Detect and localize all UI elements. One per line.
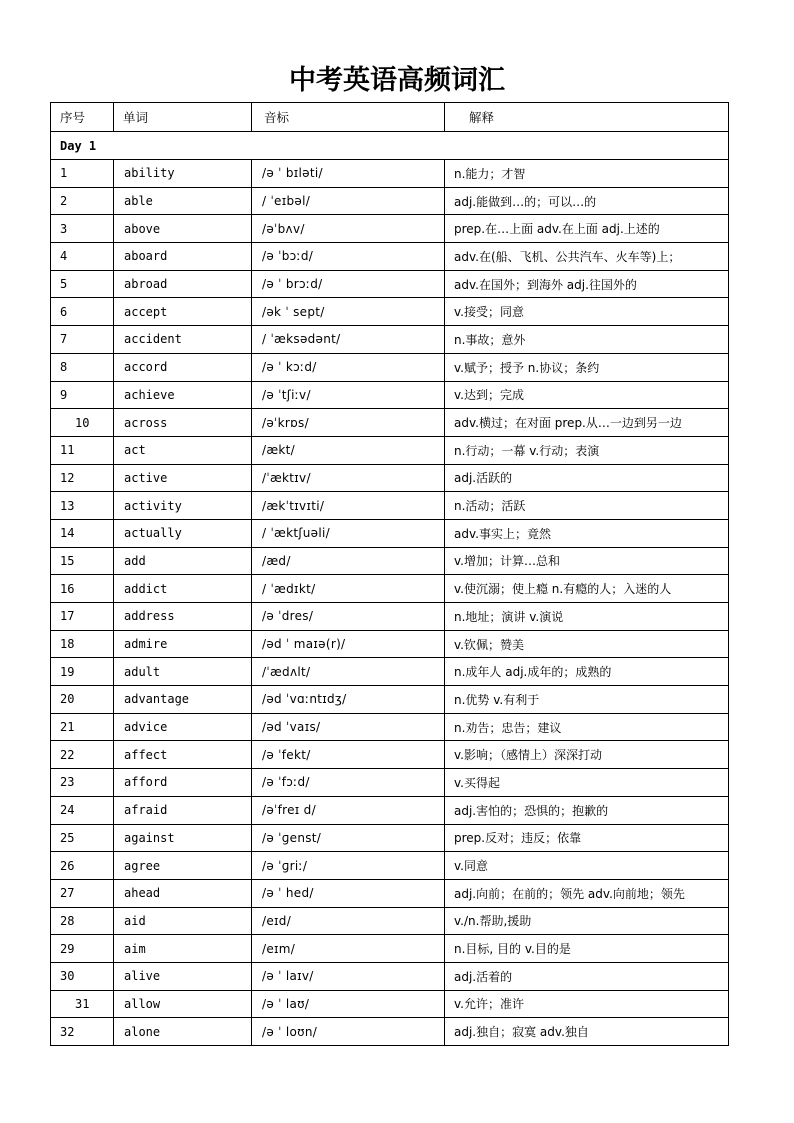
table-row (51, 409, 729, 437)
row-word: alone (114, 1018, 252, 1046)
row-word: accident (114, 326, 252, 354)
row-word: add (114, 547, 252, 575)
row-phonetic: /ək ˈ sept/ (252, 298, 445, 326)
header-definition: 解释 (445, 103, 729, 132)
row-definition: v.增加；计算…总和 (445, 547, 729, 575)
table-row (51, 686, 729, 714)
table-row (51, 630, 729, 658)
row-num: 19 (51, 658, 114, 686)
row-num: 17 (51, 603, 114, 631)
row-num: 28 (51, 907, 114, 935)
row-num: 22 (51, 741, 114, 769)
row-phonetic: /ə ˈ loʊn/ (252, 1018, 445, 1046)
row-phonetic: /əd ˈvaɪs/ (252, 713, 445, 741)
row-definition: n.行动；一幕 v.行动；表演 (445, 436, 729, 464)
row-phonetic: /eɪd/ (252, 907, 445, 935)
row-num: 30 (51, 962, 114, 990)
row-word: actually (114, 519, 252, 547)
row-definition: prep.在…上面 adv.在上面 adj.上述的 (445, 215, 729, 243)
row-word: across (114, 409, 252, 437)
row-num: 6 (51, 298, 114, 326)
row-definition: adv.在国外；到海外 adj.往国外的 (445, 270, 729, 298)
table-row (51, 270, 729, 298)
row-definition: n.成年人 adj.成年的；成熟的 (445, 658, 729, 686)
table-row (51, 160, 729, 188)
row-num: 23 (51, 769, 114, 797)
row-word: active (114, 464, 252, 492)
header-phonetic: 音标 (252, 103, 445, 132)
row-word: ability (114, 160, 252, 188)
row-phonetic: /ækt/ (252, 436, 445, 464)
row-word: abroad (114, 270, 252, 298)
row-num: 1 (51, 160, 114, 188)
row-num: 3 (51, 215, 114, 243)
row-phonetic: /ə ˈfɔːd/ (252, 769, 445, 797)
row-num: 29 (51, 935, 114, 963)
table-row (51, 824, 729, 852)
table-row (51, 492, 729, 520)
row-num: 4 (51, 243, 114, 271)
row-word: advantage (114, 686, 252, 714)
row-definition: adj.能做到…的；可以…的 (445, 187, 729, 215)
row-phonetic: /əd ˈvɑːntɪdʒ/ (252, 686, 445, 714)
row-definition: adj.活跃的 (445, 464, 729, 492)
table-row (51, 298, 729, 326)
row-definition: adv.在(船、飞机、公共汽车、火车等)上； (445, 243, 729, 271)
row-phonetic: /ə ˈdres/ (252, 603, 445, 631)
row-phonetic: / ˈeɪbəl/ (252, 187, 445, 215)
row-word: activity (114, 492, 252, 520)
table-row (51, 547, 729, 575)
table-row (51, 796, 729, 824)
row-word: aim (114, 935, 252, 963)
row-definition: n.活动；活跃 (445, 492, 729, 520)
row-word: adult (114, 658, 252, 686)
row-word: address (114, 603, 252, 631)
row-phonetic: / ˈæktʃuəli/ (252, 519, 445, 547)
row-num: 31 (51, 990, 114, 1018)
table-row (51, 464, 729, 492)
row-definition: v.影响；（感情上）深深打动 (445, 741, 729, 769)
row-word: agree (114, 852, 252, 880)
table-row (51, 1018, 729, 1046)
day-label: Day 1 (51, 132, 729, 160)
row-definition: v.赋予；授予 n.协议；条约 (445, 353, 729, 381)
table-row (51, 243, 729, 271)
row-phonetic: /ə ˈbɔːd/ (252, 243, 445, 271)
row-definition: v.接受；同意 (445, 298, 729, 326)
row-word: achieve (114, 381, 252, 409)
row-num: 16 (51, 575, 114, 603)
row-phonetic: /ə ˈtʃiːv/ (252, 381, 445, 409)
table-row (51, 658, 729, 686)
row-phonetic: /ækˈtɪvɪti/ (252, 492, 445, 520)
row-num: 20 (51, 686, 114, 714)
table-row (51, 215, 729, 243)
row-num: 14 (51, 519, 114, 547)
table-row (51, 852, 729, 880)
row-definition: n.地址；演讲 v.演说 (445, 603, 729, 631)
row-phonetic: /ə ˈ hed/ (252, 879, 445, 907)
row-definition: v.钦佩；赞美 (445, 630, 729, 658)
row-definition: v.达到；完成 (445, 381, 729, 409)
table-row (51, 990, 729, 1018)
row-word: act (114, 436, 252, 464)
row-phonetic: /əˈbʌv/ (252, 215, 445, 243)
row-phonetic: /əˈfreɪ d/ (252, 796, 445, 824)
row-num: 24 (51, 796, 114, 824)
row-word: accord (114, 353, 252, 381)
row-word: afford (114, 769, 252, 797)
row-num: 12 (51, 464, 114, 492)
row-word: allow (114, 990, 252, 1018)
table-row (51, 381, 729, 409)
row-word: admire (114, 630, 252, 658)
row-word: against (114, 824, 252, 852)
table-row (51, 353, 729, 381)
row-phonetic: /ə ˈ brɔːd/ (252, 270, 445, 298)
table-row (51, 935, 729, 963)
row-definition: n.优势 v.有利于 (445, 686, 729, 714)
row-num: 27 (51, 879, 114, 907)
table-row (51, 713, 729, 741)
row-num: 9 (51, 381, 114, 409)
row-word: aid (114, 907, 252, 935)
header-num: 序号 (51, 103, 114, 132)
table-row (51, 962, 729, 990)
vocabulary-table (50, 102, 729, 1046)
table-row (51, 603, 729, 631)
row-definition: adj.活着的 (445, 962, 729, 990)
row-num: 21 (51, 713, 114, 741)
row-definition: adj.独自；寂寞 adv.独自 (445, 1018, 729, 1046)
row-word: addict (114, 575, 252, 603)
row-num: 15 (51, 547, 114, 575)
row-definition: v./n.帮助,援助 (445, 907, 729, 935)
table-header-row (51, 103, 729, 132)
row-definition: n.能力；才智 (445, 160, 729, 188)
table-row (51, 519, 729, 547)
row-definition: v.允许；准许 (445, 990, 729, 1018)
row-num: 32 (51, 1018, 114, 1046)
row-definition: adj.向前；在前的；领先 adv.向前地；领先 (445, 879, 729, 907)
row-phonetic: /ə ˈfekt/ (252, 741, 445, 769)
row-definition: adj.害怕的；恐惧的；抱歉的 (445, 796, 729, 824)
table-row (51, 436, 729, 464)
row-phonetic: /əd ˈ maɪə(r)/ (252, 630, 445, 658)
row-word: ahead (114, 879, 252, 907)
row-definition: n.目标, 目的 v.目的是 (445, 935, 729, 963)
row-definition: v.使沉溺；使上瘾 n.有瘾的人；入迷的人 (445, 575, 729, 603)
row-phonetic: /ə ˈ bɪləti/ (252, 160, 445, 188)
row-word: affect (114, 741, 252, 769)
table-row (51, 879, 729, 907)
row-phonetic: /ə ˈɡriː/ (252, 852, 445, 880)
row-phonetic: /æd/ (252, 547, 445, 575)
header-word: 单词 (114, 103, 252, 132)
table-row (51, 187, 729, 215)
row-num: 8 (51, 353, 114, 381)
row-phonetic: / ˈædɪkt/ (252, 575, 445, 603)
row-phonetic: /eɪm/ (252, 935, 445, 963)
table-row (51, 907, 729, 935)
row-phonetic: /əˈkrɒs/ (252, 409, 445, 437)
row-phonetic: / ˈæksədənt/ (252, 326, 445, 354)
row-phonetic: /ə ˈ laʊ/ (252, 990, 445, 1018)
row-phonetic: /ə ˈɡenst/ (252, 824, 445, 852)
row-num: 13 (51, 492, 114, 520)
row-num: 26 (51, 852, 114, 880)
row-word: above (114, 215, 252, 243)
row-definition: prep.反对；违反；依靠 (445, 824, 729, 852)
row-phonetic: /ˈæktɪv/ (252, 464, 445, 492)
row-word: accept (114, 298, 252, 326)
row-num: 25 (51, 824, 114, 852)
row-definition: adv.横过；在对面 prep.从…一边到另一边 (445, 409, 729, 437)
row-definition: n.劝告；忠告；建议 (445, 713, 729, 741)
row-num: 7 (51, 326, 114, 354)
table-row (51, 741, 729, 769)
day-row (51, 132, 729, 160)
row-definition: adv.事实上；竟然 (445, 519, 729, 547)
row-word: able (114, 187, 252, 215)
row-word: advice (114, 713, 252, 741)
row-phonetic: /ə ˈ kɔːd/ (252, 353, 445, 381)
row-definition: v.买得起 (445, 769, 729, 797)
row-definition: v.同意 (445, 852, 729, 880)
row-num: 18 (51, 630, 114, 658)
table-row (51, 769, 729, 797)
page-title: 中考英语高频词汇 (289, 65, 505, 96)
row-num: 5 (51, 270, 114, 298)
row-word: alive (114, 962, 252, 990)
row-definition: n.事故；意外 (445, 326, 729, 354)
row-num: 10 (51, 409, 114, 437)
row-phonetic: /ˈædʌlt/ (252, 658, 445, 686)
row-word: aboard (114, 243, 252, 271)
row-num: 2 (51, 187, 114, 215)
row-word: afraid (114, 796, 252, 824)
row-phonetic: /ə ˈ laɪv/ (252, 962, 445, 990)
table-row (51, 575, 729, 603)
row-num: 11 (51, 436, 114, 464)
table-row (51, 326, 729, 354)
